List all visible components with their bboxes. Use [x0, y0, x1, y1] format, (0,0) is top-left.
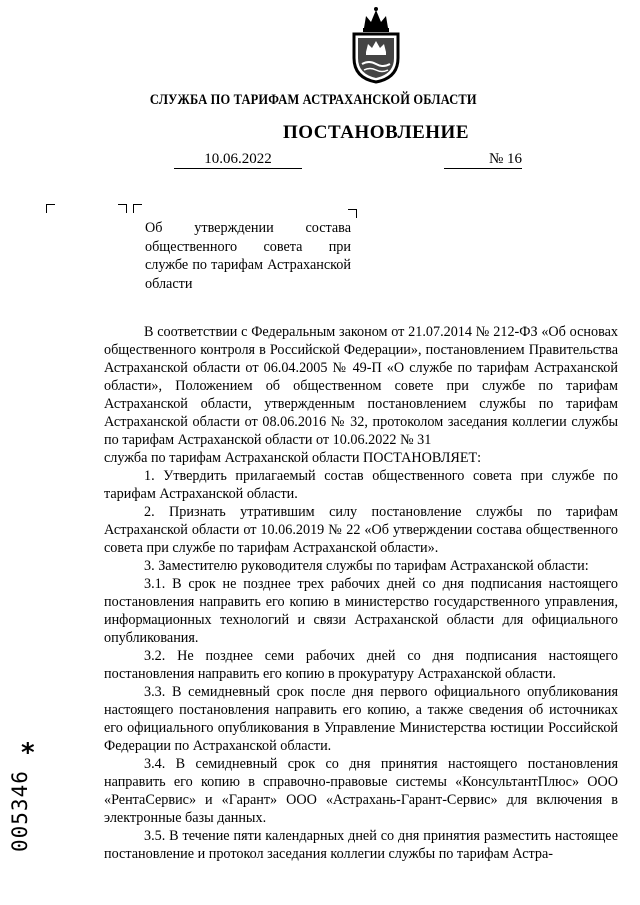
subject-corner-mark-far-right — [348, 209, 357, 218]
body-paragraph-item-3-1: 3.1. В срок не позднее трех рабочих дней со дня подписания настоящего постановления направить его копию в министерство государственного управления, информационных технологий и связи Астраханской области для официального опубликования. — [104, 576, 618, 646]
body-paragraph-item-3-2: 3.2. Не позднее семи рабочих дней со дня подписания настоящего постановления направить его копию в прокуратуру Астраханской области. — [104, 648, 618, 682]
document-subject: Об утверждении состава общественного совета при службе по тарифам Астраханской области — [145, 220, 351, 292]
document-body — [104, 323, 618, 863]
organization-name: СЛУЖБА ПО ТАРИФАМ АСТРАХАНСКОЙ ОБЛАСТИ — [149, 92, 477, 108]
body-paragraph-resolves: служба по тарифам Астраханской области ПОСТАНОВЛЯЕТ: — [104, 450, 482, 466]
subject-corner-mark-right-a — [118, 204, 127, 213]
body-paragraph-item-3-3: 3.3. В семидневный срок после дня первого официального опубликования настоящего постановления направить его копию, а также сведения об источниках его официального опубликования в Управление Министерства юстиции Российской Федерации по Астраханской области. — [104, 684, 618, 754]
document-number: № 16 — [444, 150, 522, 169]
stamp-asterisk: * — [21, 738, 35, 768]
body-paragraph-item-3: 3. Заместителю руководителя службы по тарифам Астраханской области: — [144, 558, 589, 574]
body-paragraph-item-3-5: 3.5. В течение пяти календарных дней со дня принятия разместить настоящее постановление и протокол заседания коллегии службы по тарифам Астра- — [104, 828, 618, 862]
stamp-serial-number: 005346 — [8, 770, 32, 852]
body-paragraph-item-1: 1. Утвердить прилагаемый состав общественного совета при службе по тарифам Астраханской области. — [104, 468, 618, 502]
document-type-title: ПОСТАНОВЛЕНИЕ — [282, 122, 470, 143]
subject-corner-mark-left — [46, 204, 55, 213]
body-paragraph-preamble: В соответствии с Федеральным законом от 21.07.2014 № 212-ФЗ «Об основах общественного контроля в Российской Федерации», постановлением Правительства Астраханской области от 06.04.2005 № 49-П «О службе по тарифам Астраханской области», Положением об общественном совете при службе по тарифам Астраханской области, утвержденным постановлением службы по тарифам Астраханской области от 08.06.2016 № 32, протоколом заседания коллегии службы по тарифам Астраханской области от 10.06.2022 № 31 — [104, 324, 618, 448]
body-paragraph-item-3-4: 3.4. В семидневный срок со дня принятия настоящего постановления направить его копию в справочно-правовые системы «КонсультантПлюс» ООО «РентаСервис» и «Гарант» ООО «Астрахань-Гарант-Сервис» для включения в электронные базы данных. — [104, 756, 618, 826]
subject-corner-mark-right-b — [133, 204, 142, 213]
coat-of-arms-emblem — [346, 6, 406, 84]
body-paragraph-item-2: 2. Признать утратившим силу постановление службы по тарифам Астраханской области от 10.06.2019 № 22 «Об утверждении состава общественного совета при службе по тарифам Астраханской области». — [104, 504, 618, 556]
document-date: 10.06.2022 — [174, 150, 302, 169]
